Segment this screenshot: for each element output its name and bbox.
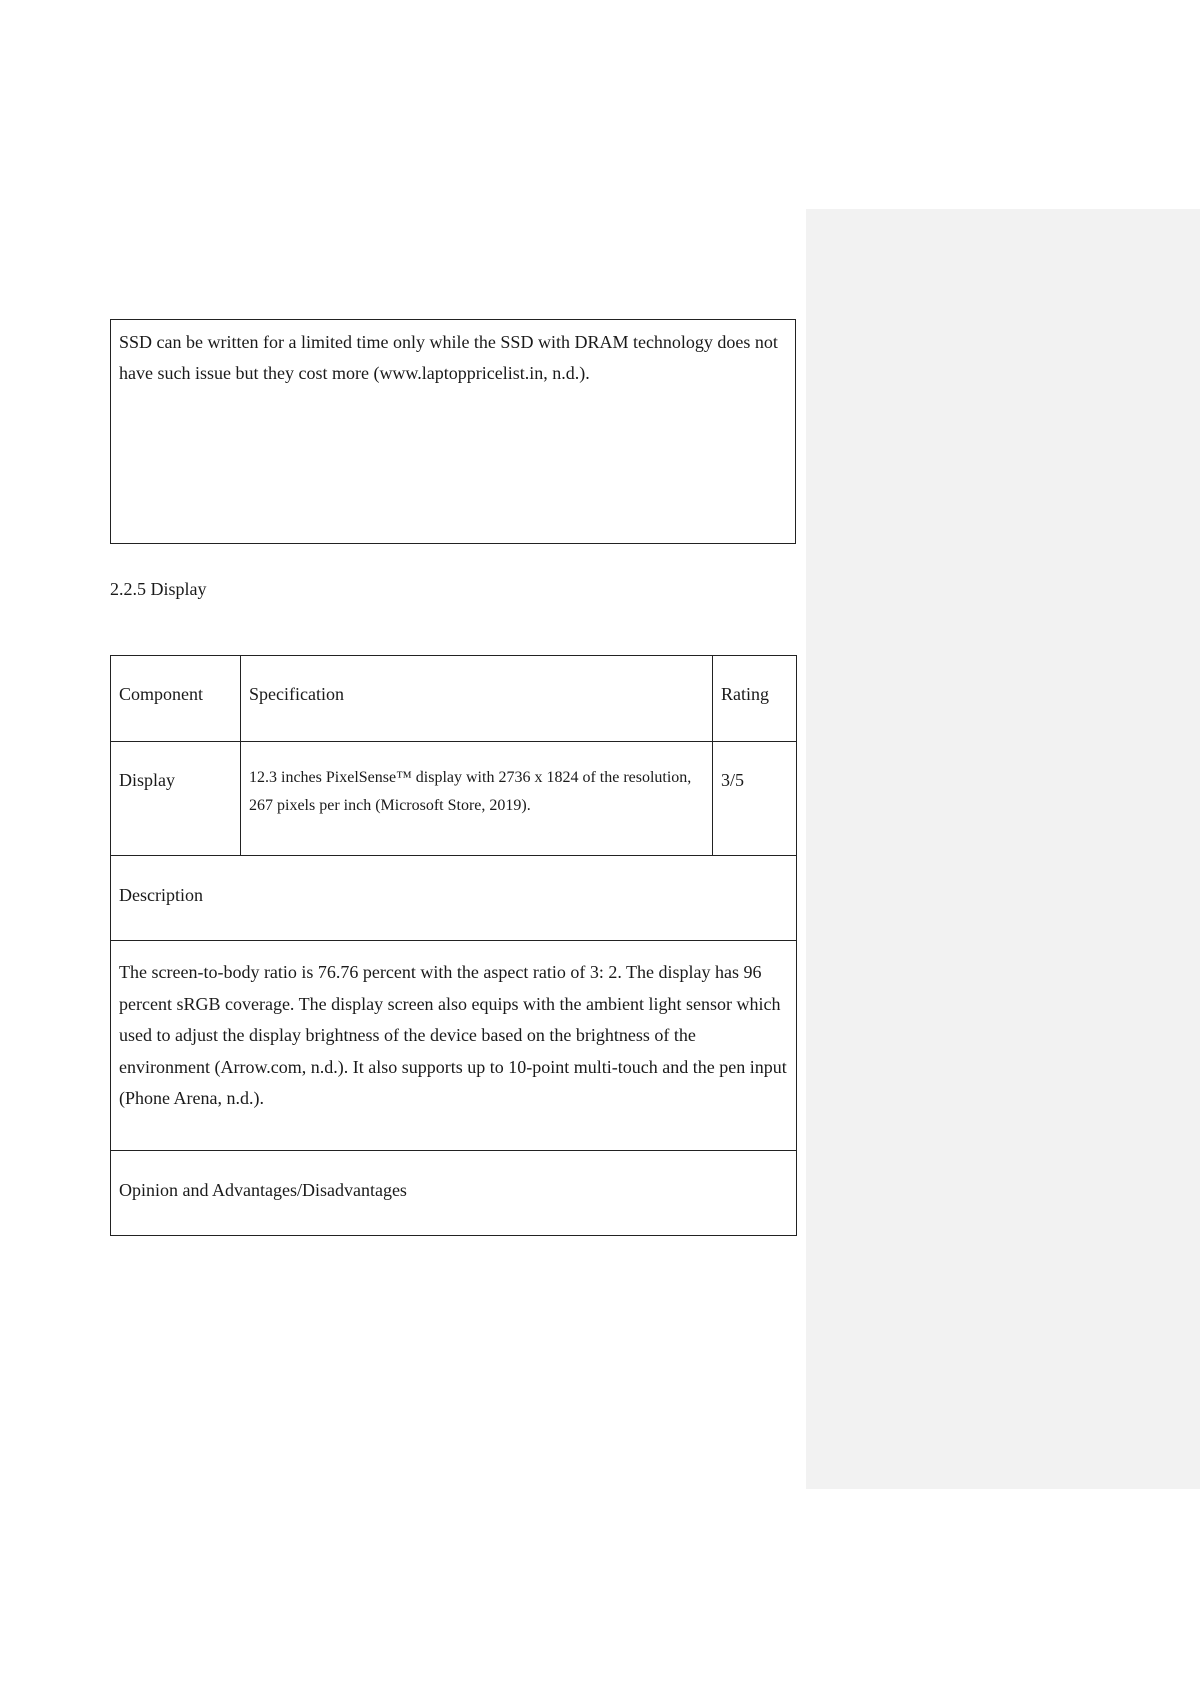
table-row-opinion-label <box>111 1151 797 1236</box>
cell-specification: 12.3 inches PixelSense™ display with 2736 x 1824 of the resolution, 267 pixels per inch (Microsoft Store, 2019). <box>241 742 713 856</box>
table-row-display <box>111 742 797 856</box>
cell-component: Display <box>111 742 241 856</box>
header-rating: Rating <box>713 656 797 742</box>
table-header-row <box>111 656 797 742</box>
table-row-description-label <box>111 856 797 941</box>
opinion-label: Opinion and Advantages/Disadvantages <box>111 1151 797 1236</box>
continued-table-cell <box>110 319 796 544</box>
section-heading: 2.2.5 Display <box>110 579 207 599</box>
comment-margin-pane <box>806 209 1200 1489</box>
description-text: The screen-to-body ratio is 76.76 percent with the aspect ratio of 3: 2. The display has 96 percent sRGB coverage. The display screen also equips with the ambient light sensor which used to adjust the display brightness of the device based on the brightness of the environment (Arrow.com, n.d.). It also supports up to 10-point multi-touch and the pen input (Phone Arena, n.d.). <box>111 941 797 1151</box>
header-component: Component <box>111 656 241 742</box>
header-specification: Specification <box>241 656 713 742</box>
display-spec-table <box>110 655 797 1236</box>
table-row-description-text <box>111 941 797 1151</box>
cell-rating: 3/5 <box>713 742 797 856</box>
description-label: Description <box>111 856 797 941</box>
continued-cell-text: SSD can be written for a limited time only while the SSD with DRAM technology does not have such issue but they cost more (www.laptoppricelist.in, n.d.). <box>119 332 778 383</box>
